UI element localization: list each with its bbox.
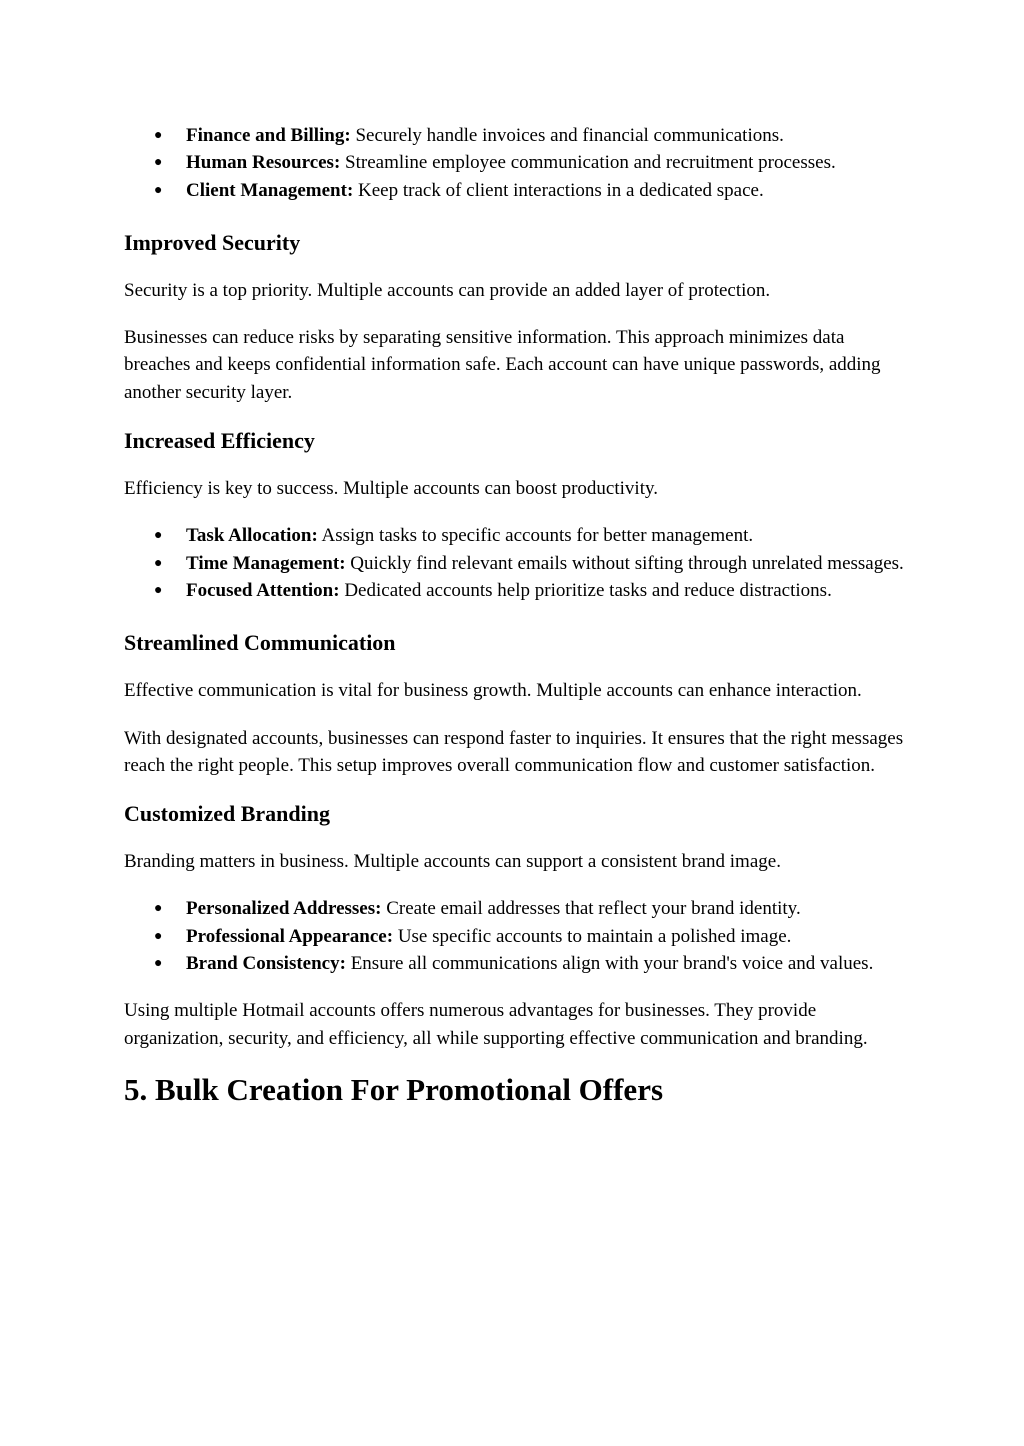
list-item: ● Finance and Billing: Securely handle invoices and financial communications.: [186, 122, 904, 149]
efficiency-list: [124, 522, 904, 604]
heading-streamlined-communication: Streamlined Communication: [124, 630, 396, 656]
paragraph: With designated accounts, businesses can respond faster to inquiries. It ensures that the right messages reach the right people. This setup improves overall communication flow and customer satisfaction.: [124, 727, 904, 776]
section-heading: 5. Bulk Creation For Promotional Offers: [124, 1071, 664, 1107]
bullet-icon: ●: [154, 928, 163, 944]
heading-increased-efficiency: Increased Efficiency: [124, 428, 315, 454]
list-item: ● Task Allocation: Assign tasks to specific accounts for better management.: [186, 522, 904, 549]
document-content: [124, 122, 904, 1110]
list-item: ● Focused Attention: Dedicated accounts help prioritize tasks and reduce distractions.: [186, 577, 904, 604]
paragraph: Effective communication is vital for business growth. Multiple accounts can enhance interaction.: [124, 680, 862, 702]
paragraph: Businesses can reduce risks by separating sensitive information. This approach minimizes data breaches and keeps confidential information safe. Each account can have unique passwords, adding another security layer.: [124, 327, 881, 403]
heading-customized-branding: Customized Branding: [124, 801, 330, 827]
list-item: ● Personalized Addresses: Create email addresses that reflect your brand identity.: [186, 895, 904, 922]
bullet-icon: ●: [154, 555, 163, 571]
bullet-icon: ●: [154, 528, 163, 544]
bullet-icon: ●: [154, 901, 163, 917]
list-item: ● Time Management: Quickly find relevant emails without sifting through unrelated messages.: [186, 550, 904, 577]
list-item: ● Client Management: Keep track of client interactions in a dedicated space.: [186, 177, 904, 204]
bullet-icon: ●: [154, 128, 163, 143]
heading-improved-security: Improved Security: [124, 229, 301, 255]
list-item: ● Professional Appearance: Use specific accounts to maintain a polished image.: [186, 923, 904, 950]
list-item: ● Human Resources: Streamline employee communication and recruitment processes.: [186, 149, 904, 176]
bullet-icon: ●: [154, 956, 163, 972]
list-item: ● Brand Consistency: Ensure all communications align with your brand's voice and values.: [186, 950, 904, 977]
paragraph: Security is a top priority. Multiple accounts can provide an added layer of protection.: [124, 279, 771, 301]
branding-list: [124, 895, 904, 977]
department-list: [124, 122, 904, 204]
bullet-icon: ●: [154, 182, 163, 198]
bullet-icon: ●: [154, 155, 163, 171]
paragraph: Efficiency is key to success. Multiple accounts can boost productivity.: [124, 478, 658, 500]
paragraph: Branding matters in business. Multiple accounts can support a consistent brand image.: [124, 851, 781, 873]
conclusion-paragraph: Using multiple Hotmail accounts offers numerous advantages for businesses. They provide organization, security, and efficiency, all while supporting effective communication and branding.: [124, 1000, 868, 1049]
bullet-icon: ●: [154, 582, 163, 598]
